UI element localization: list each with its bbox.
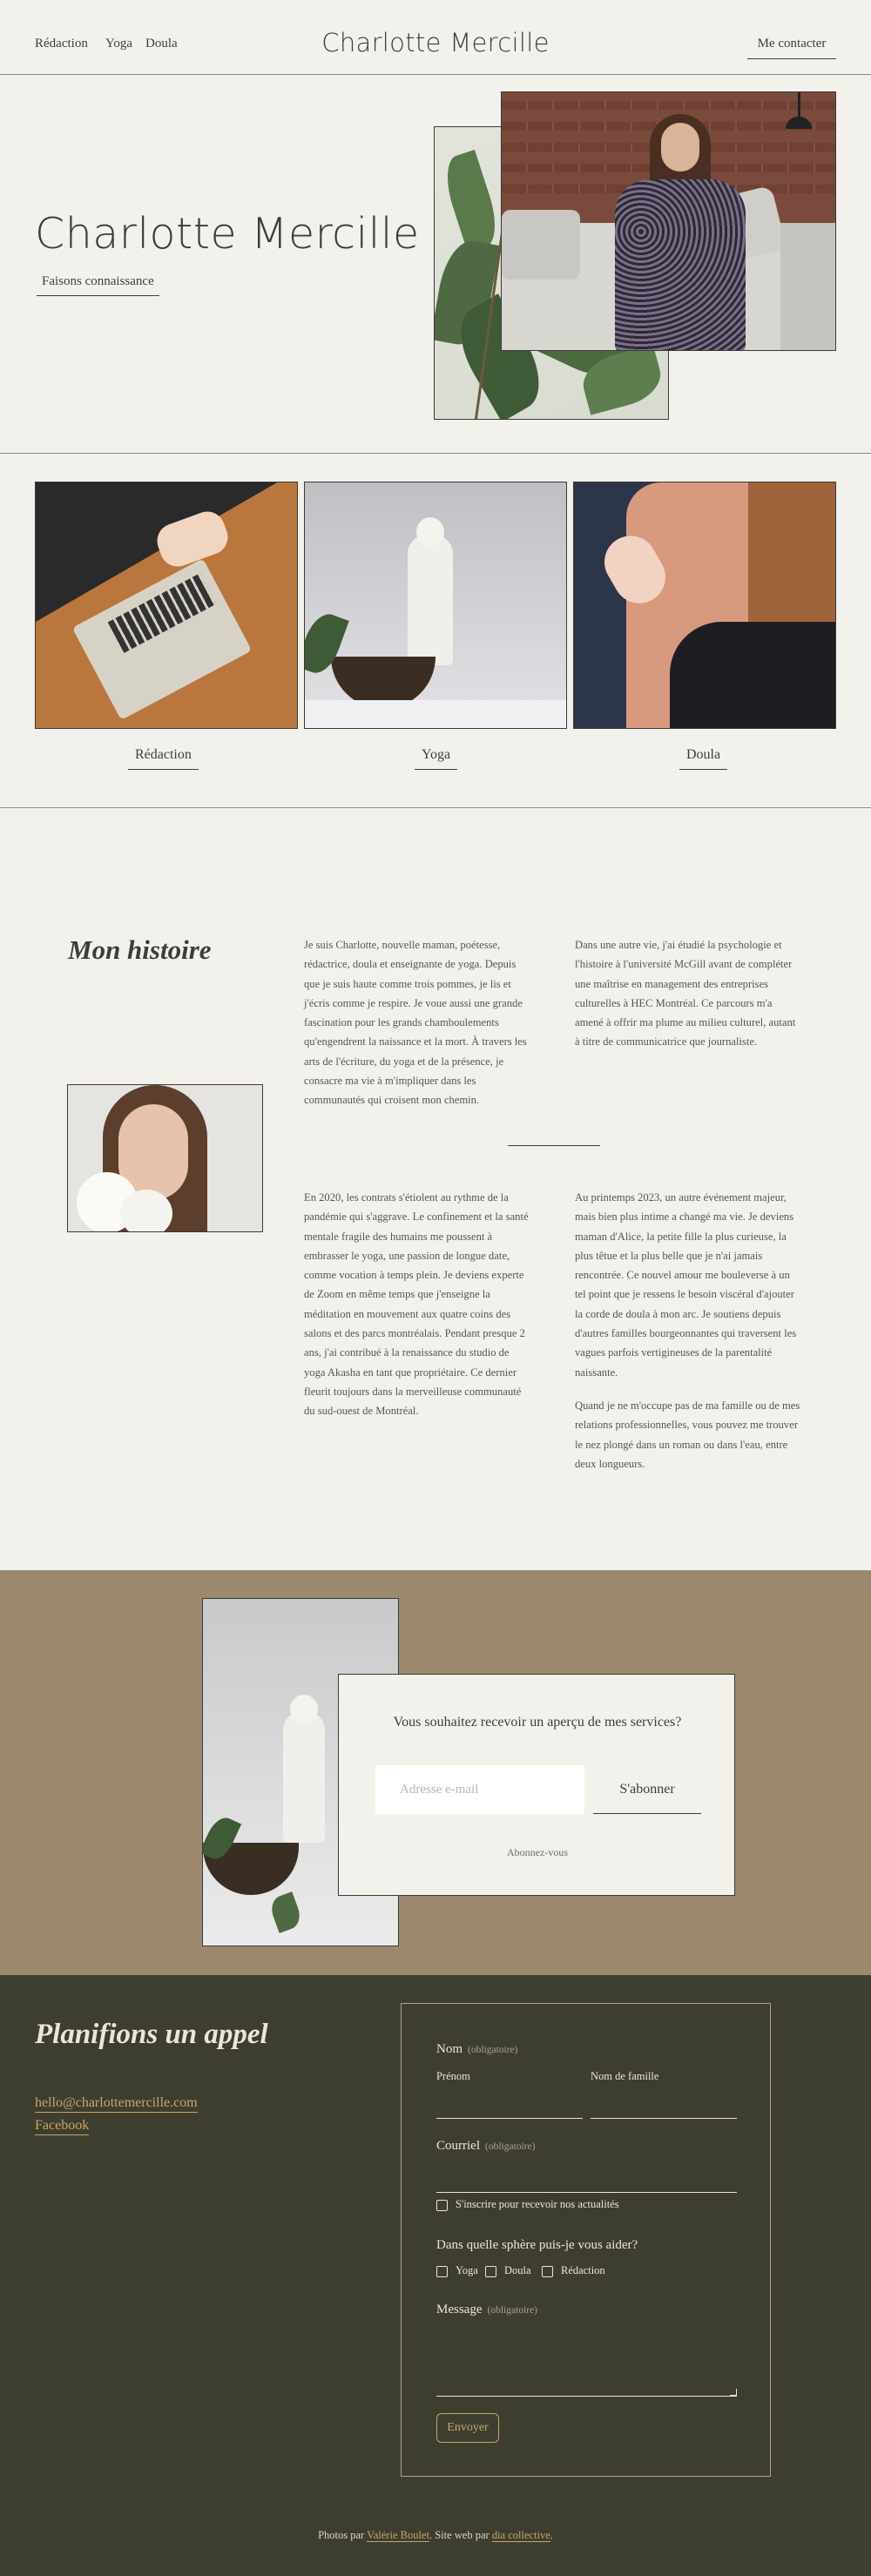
portrait-on-sofa-photo <box>501 91 836 351</box>
facebook-link[interactable]: Facebook <box>35 2118 89 2135</box>
redaction-option-label: Rédaction <box>561 2264 605 2276</box>
nav-link-yoga[interactable]: Yoga <box>105 37 132 51</box>
story-paragraph: Je suis Charlotte, nouvelle maman, poétesse, rédactrice, doula et enseignante de yoga. Depuis que je suis haute comme trois pommes, je lis et j'écris comme je respire. Je voue aussi une grande fascination pour les grands chamboulements qu'engendrent la naissance et la mort. À travers les arts de l'écriture, du yoga et de la présence, je consacre ma vie à m'impliquer dans les communautés qui croisent mon chemin. <box>304 939 527 1107</box>
credits-middle: . Site web par <box>429 2529 492 2541</box>
about-link[interactable]: Faisons connaissance <box>37 274 159 296</box>
redaction-checkbox[interactable] <box>542 2266 553 2277</box>
site-title[interactable]: Charlotte Mercille <box>321 28 550 57</box>
subscribe-button[interactable]: S'abonner <box>593 1765 701 1814</box>
last-name-label: Nom de famille <box>591 2070 659 2082</box>
email-input[interactable] <box>375 1765 584 1814</box>
doula-option-label: Doula <box>504 2264 531 2276</box>
section-divider <box>0 807 871 808</box>
story-portrait-photo <box>67 1084 263 1232</box>
name-label: Nom (obligatoire) <box>436 2042 518 2056</box>
message-label: Message (obligatoire) <box>436 2303 537 2316</box>
story-column-3 <box>304 1188 532 1421</box>
service-link-doula[interactable]: Doula <box>679 747 727 770</box>
newsletter-checkbox[interactable] <box>436 2200 448 2211</box>
last-name-field[interactable] <box>591 2118 737 2119</box>
agency-link[interactable]: dia collective <box>491 2529 550 2541</box>
sphere-label: Dans quelle sphère puis-je vous aider? <box>436 2238 638 2252</box>
story-paragraph: Quand je ne m'occupe pas de ma famille ou de mes relations professionnelles, vous pouvez me trouver le nez plongé dans un roman ou dans l'eau, entre deux longueurs. <box>575 1399 800 1470</box>
statue-photo[interactable] <box>304 482 567 729</box>
story-title: Mon histoire <box>68 934 212 965</box>
story-column-2 <box>575 935 803 1052</box>
resize-handle-icon[interactable] <box>730 2389 737 2396</box>
hero-title: Charlotte Mercille <box>35 209 420 259</box>
newsletter-note: Abonnez-vous <box>507 1846 568 1858</box>
nav-link-doula[interactable]: Doula <box>145 37 178 51</box>
portrait-photo[interactable] <box>573 482 836 729</box>
first-name-field[interactable] <box>436 2118 583 2119</box>
service-link-yoga[interactable]: Yoga <box>415 747 457 770</box>
footer-credits <box>0 2529 871 2542</box>
story-column-1 <box>304 935 532 1110</box>
message-field[interactable] <box>436 2396 737 2397</box>
story-paragraph: En 2020, les contrats s'étiolent au rythme de la pandémie qui s'aggrave. Le confinement et la santé mentale fragile des humains me poussent à embrasser le yoga, une passion de longue date, comme vocation à temps plein. Je deviens experte de Zoom en même temps que j'enseigne la méditation en mouvement aux quatre coins des salons et des parcs montréalais. Pendant presque 2 ans, j'ai contribué à la renaissance du studio de yoga Akasha en tant que propriétaire. Ce dernier fleurit toujours dans la merveilleuse communauté du sud-ouest de Montréal. <box>304 1191 529 1418</box>
yoga-checkbox[interactable] <box>436 2266 448 2277</box>
contact-button[interactable]: Me contacter <box>747 37 836 59</box>
photographer-link[interactable]: Valérie Boulet <box>367 2529 429 2541</box>
newsletter-card <box>338 1674 735 1896</box>
newsletter-heading: Vous souhaitez recevoir un aperçu de mes services? <box>393 1715 682 1730</box>
contact-title: Planifions un appel <box>35 2019 268 2050</box>
email-field[interactable] <box>436 2192 737 2193</box>
nav-link-redaction[interactable]: Rédaction <box>35 37 88 51</box>
site-header <box>0 0 871 75</box>
submit-button[interactable]: Envoyer <box>436 2413 499 2443</box>
story-divider <box>508 1145 600 1146</box>
credits-prefix: Photos par <box>318 2529 368 2541</box>
doula-checkbox[interactable] <box>485 2266 496 2277</box>
story-column-4 <box>575 1188 803 1473</box>
story-paragraph: Dans une autre vie, j'ai étudié la psychologie et l'histoire à l'université McGill avant de compléter une maîtrise en management des entreprises culturelles à HEC Montréal. Ce parcours m'a amené à offrir ma plume au milieu culturel, autant à titre de communicatrice que journaliste. <box>575 939 796 1049</box>
typewriter-photo[interactable] <box>35 482 298 729</box>
story-paragraph: Au printemps 2023, un autre événement majeur, mais bien plus intime a changé ma vie. Je deviens maman d'Alice, la petite fille la plus curieuse, la plus têtue et la plus belle que je n'ai jamais rencontrée. Ce nouvel amour me bouleverse à un tel point que je ressens le besoin viscéral d'ajouter la corde de doula à mon arc. Je soutiens depuis d'autres familles bourgeonnantes qui traversent les vagues parfois vertigineuses de la parentalité naissante. <box>575 1191 797 1379</box>
contact-form <box>401 2003 771 2477</box>
email-label: Courriel (obligatoire) <box>436 2139 536 2153</box>
yoga-option-label: Yoga <box>456 2264 478 2276</box>
service-link-redaction[interactable]: Rédaction <box>128 747 199 770</box>
section-divider <box>0 453 871 454</box>
credits-suffix: . <box>550 2529 553 2541</box>
email-link[interactable]: hello@charlottemercille.com <box>35 2095 198 2113</box>
newsletter-checkbox-label: S'inscrire pour recevoir nos actualités <box>456 2198 619 2210</box>
first-name-label: Prénom <box>436 2070 470 2082</box>
